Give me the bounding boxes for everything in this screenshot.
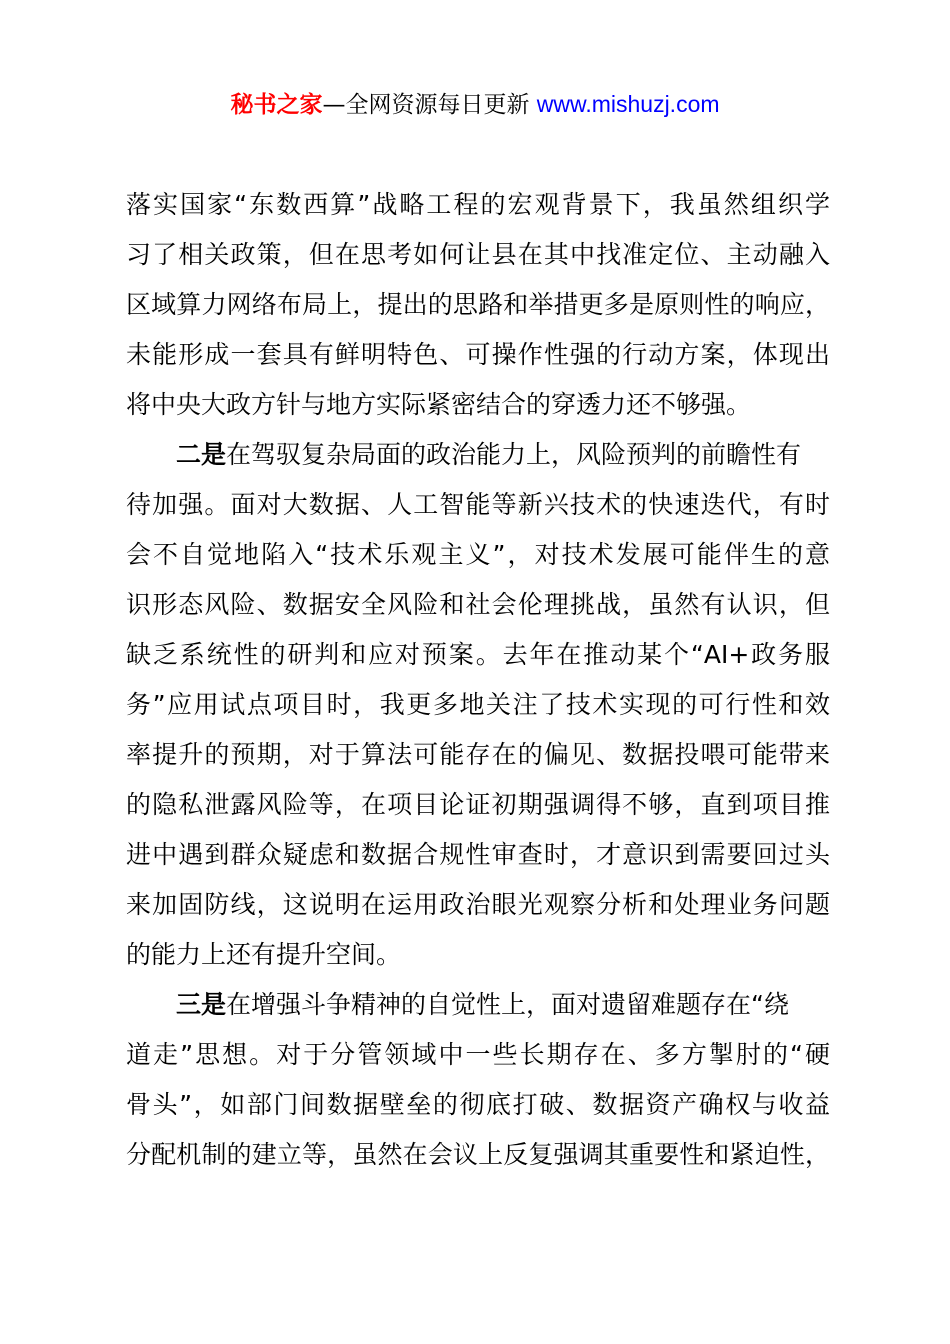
site-url-link[interactable]: www.mishuzj.com <box>536 91 720 117</box>
text-line <box>126 430 830 480</box>
text-line: 来加固防线，这说明在运用政治眼光观察分析和处理业务问题 <box>126 890 830 919</box>
text-line: 识形态风险、数据安全风险和社会伦理挑战，虽然有认识，但 <box>126 590 830 619</box>
text-line: 待加强。面对大数据、人工智能等新兴技术的快速迭代，有时 <box>126 490 830 519</box>
text-span: 在增强斗争精神的自觉性上，面对遗留难题存在“绕 <box>226 990 789 1019</box>
text-line: 的隐私泄露风险等，在项目论证初期强调得不够，直到项目推 <box>126 790 830 819</box>
text-line: 务”应用试点项目时，我更多地关注了技术实现的可行性和效 <box>126 690 830 719</box>
text-line: 将中央大政方针与地方实际紧密结合的穿透力还不够强。 <box>126 390 752 419</box>
text-line <box>126 980 830 1030</box>
paragraph-lead: 二是 <box>176 440 227 469</box>
site-header <box>0 86 950 123</box>
text-line: 会不自觉地陷入“技术乐观主义”，对技术发展可能伴生的意 <box>126 540 830 569</box>
text-line: 落实国家“东数西算”战略工程的宏观背景下，我虽然组织学 <box>126 190 830 219</box>
paragraph-3 <box>126 980 830 1180</box>
header-slogan: —全网资源每日更新 <box>322 92 537 118</box>
brand-name: 秘书之家 <box>230 92 323 118</box>
text-line: 未能形成一套具有鲜明特色、可操作性强的行动方案，体现出 <box>126 340 830 369</box>
text-line: 道走”思想。对于分管领域中一些长期存在、多方掣肘的“硬 <box>126 1040 830 1069</box>
text-line: 习了相关政策，但在思考如何让县在其中找准定位、主动融入 <box>126 240 830 269</box>
text-line: 骨头”，如部门间数据壁垒的彻底打破、数据资产确权与收益 <box>126 1090 830 1119</box>
paragraph-1 <box>126 180 830 430</box>
document-body <box>126 180 830 1180</box>
text-line: 缺乏系统性的研判和应对预案。去年在推动某个“AI+政务服 <box>126 640 830 669</box>
text-line: 进中遇到群众疑虑和数据合规性审查时，才意识到需要回过头 <box>126 840 830 869</box>
text-line: 分配机制的建立等，虽然在会议上反复强调其重要性和紧迫性， <box>126 1140 830 1169</box>
paragraph-2 <box>126 430 830 980</box>
paragraph-lead: 三是 <box>176 990 227 1019</box>
text-line: 区域算力网络布局上，提出的思路和举措更多是原则性的响应， <box>126 290 830 319</box>
text-line: 的能力上还有提升空间。 <box>126 940 402 969</box>
text-line: 率提升的预期，对于算法可能存在的偏见、数据投喂可能带来 <box>126 740 830 769</box>
text-span: 在驾驭复杂局面的政治能力上，风险预判的前瞻性有 <box>226 440 802 469</box>
